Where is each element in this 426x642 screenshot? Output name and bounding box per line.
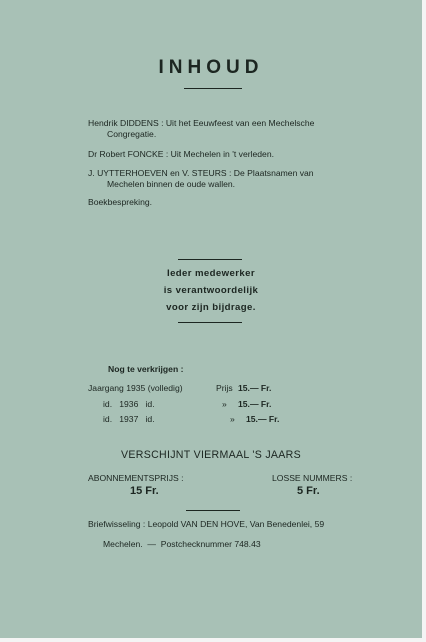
notice-bottom-rule bbox=[178, 322, 242, 323]
single-issues-price: 5 Fr. bbox=[297, 485, 320, 497]
availability-row-1-label: Jaargang 1935 (volledig) bbox=[88, 383, 183, 393]
toc-entry-4: Boekbespreking. bbox=[88, 197, 153, 207]
availability-row-3-prefix: » bbox=[230, 414, 235, 424]
toc-entry-2: Dr Robert FONCKE : Uit Mechelen in 't verleden. bbox=[88, 149, 274, 159]
correspondence-line-2: Mechelen. — Postchecknummer 748.43 bbox=[103, 539, 261, 549]
title-underline bbox=[184, 88, 242, 89]
availability-row-2-label: id. 1936 id. bbox=[103, 399, 155, 409]
toc-entry-1-line1: Hendrik DIDDENS : Uit het Eeuwfeest van een Mechelsche bbox=[88, 118, 315, 128]
availability-row-3-price: 15.— Fr. bbox=[246, 414, 280, 424]
availability-row-2-price: 15.— Fr. bbox=[238, 399, 272, 409]
availability-heading: Nog te verkrijgen : bbox=[108, 364, 184, 374]
toc-entry-3-line2: Mechelen binnen de oude wallen. bbox=[107, 179, 236, 189]
single-issues-label: LOSSE NUMMERS : bbox=[272, 473, 353, 483]
frequency-heading: VERSCHIJNT VIERMAAL 'S JAARS bbox=[121, 449, 301, 461]
notice-line-2: is verantwoordelijk bbox=[163, 285, 259, 296]
price-divider bbox=[186, 510, 240, 511]
toc-entry-3-line1: J. UYTTERHOEVEN en V. STEURS : De Plaatsnamen van bbox=[88, 168, 314, 178]
availability-row-3-label: id. 1937 id. bbox=[103, 414, 155, 424]
page-title: INHOUD bbox=[158, 57, 264, 78]
notice-line-3: voor zijn bijdrage. bbox=[166, 302, 256, 313]
availability-row-1-prefix: Prijs bbox=[216, 383, 233, 393]
correspondence-line-1: Briefwisseling : Leopold VAN DEN HOVE, Van Benedenlei, 59 bbox=[88, 519, 325, 529]
subscription-price: 15 Fr. bbox=[130, 485, 159, 497]
availability-row-1-price: 15.— Fr. bbox=[238, 383, 272, 393]
availability-row-2-prefix: » bbox=[222, 399, 227, 409]
subscription-label: ABONNEMENTSPRIJS : bbox=[88, 473, 184, 483]
toc-entry-1 bbox=[88, 118, 314, 140]
toc-entry-1-line2: Congregatie. bbox=[107, 129, 157, 139]
toc-entry-3 bbox=[88, 168, 314, 190]
notice-top-rule bbox=[178, 259, 242, 260]
notice-line-1: Ieder medewerker bbox=[167, 268, 255, 279]
